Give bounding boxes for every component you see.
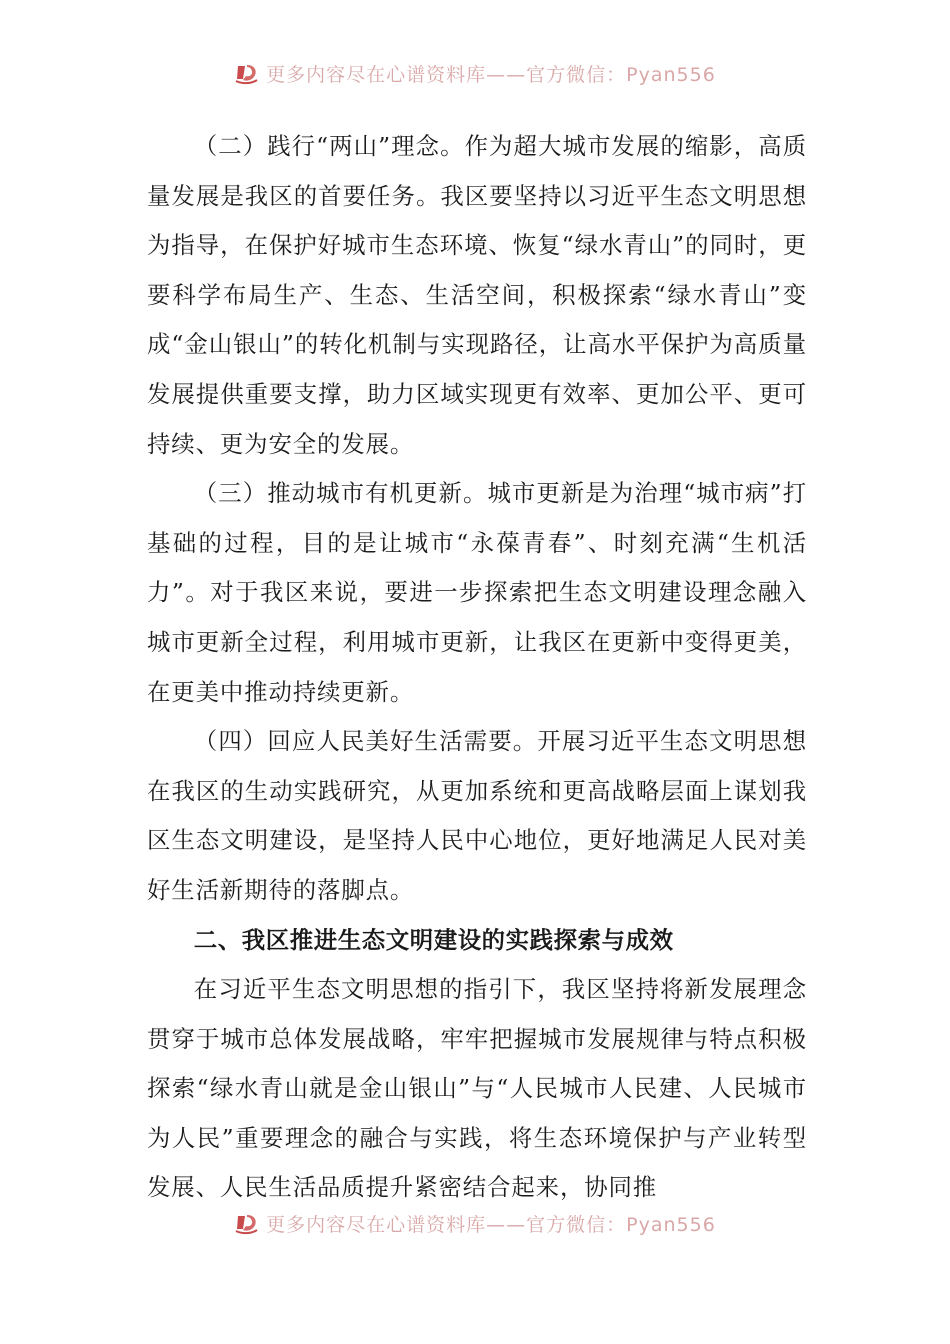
paragraph-urban-renewal: （三）推动城市有机更新。城市更新是为治理“城市病”打基础的过程，目的是让城市“永葆青春”、时刻充满“生机活力”。对于我区来说，要进一步探索把生态文明建设理念融入城市更新全过程，利用城市更新，让我区在更新中变得更美，在更美中推动持续更新。: [147, 479, 807, 706]
watermark-footer: [0, 1206, 950, 1240]
watermark-logo-icon: [234, 1211, 260, 1235]
paragraph-people-needs: （四）回应人民美好生活需要。开展习近平生态文明思想在我区的生动实践研究，从更加系统和更高战略层面上谋划我区生态文明建设，是坚持人民中心地位，更好地满足人民对美好生活新期待的落脚点。: [147, 727, 807, 904]
watermark-text: 更多内容尽在心谱资料库——官方微信：Pyan556: [266, 1213, 716, 1236]
watermark-header: [0, 56, 950, 90]
document-body: [147, 122, 807, 1213]
watermark-logo-icon: [234, 61, 260, 85]
watermark-text: 更多内容尽在心谱资料库——官方微信：Pyan556: [266, 63, 716, 86]
paragraph-practice-two-mountains: （二）践行“两山”理念。作为超大城市发展的缩影，高质量发展是我区的首要任务。我区要坚持以习近平生态文明思想为指导，在保护好城市生态环境、恢复“绿水青山”的同时，更要科学布局生产、生态、生活空间，积极探索“绿水青山”变成“金山银山”的转化机制与实现路径，让高水平保护为高质量发展提供重要支撑，助力区域实现更有效率、更加公平、更可持续、更为安全的发展。: [147, 132, 807, 458]
section-heading: 二、我区推进生态文明建设的实践探索与成效: [193, 925, 674, 954]
paragraph-practice-exploration: 在习近平生态文明思想的指引下，我区坚持将新发展理念贯穿于城市总体发展战略，牢牢把握城市发展规律与特点积极探索“绿水青山就是金山银山”与“人民城市人民建、人民城市为人民”重要理念的融合与实践，将生态环境保护与产业转型发展、人民生活品质提升紧密结合起来，协同推: [147, 975, 807, 1202]
